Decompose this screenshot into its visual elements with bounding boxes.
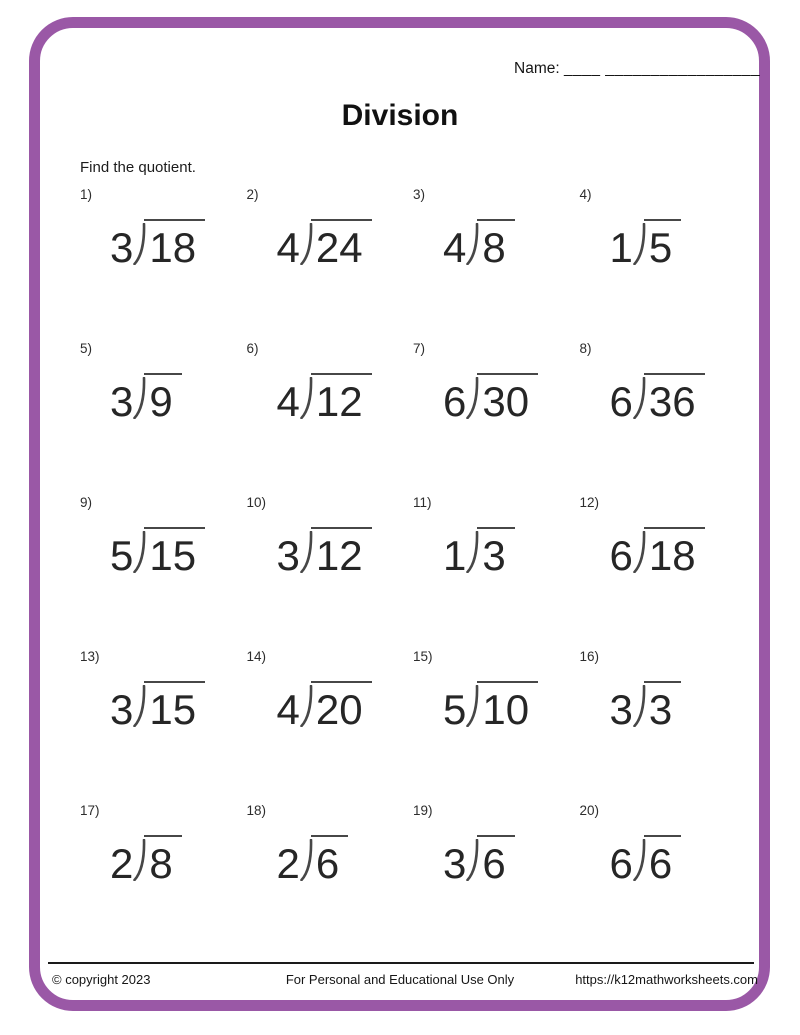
divisor: 2 bbox=[276, 840, 300, 887]
division-expression bbox=[110, 835, 182, 885]
problem-cell bbox=[580, 341, 747, 495]
problem-number: 10) bbox=[246, 495, 267, 510]
problem-cell bbox=[80, 495, 247, 649]
problem-cell bbox=[580, 187, 747, 341]
page-title: Division bbox=[341, 99, 459, 132]
divisor: 1 bbox=[609, 224, 633, 271]
problem-cell bbox=[580, 803, 747, 957]
dividend: 30 bbox=[482, 378, 530, 425]
problem-number: 11) bbox=[413, 495, 432, 510]
vinculum bbox=[644, 681, 681, 731]
vinculum bbox=[477, 527, 514, 577]
vinculum bbox=[144, 219, 205, 269]
name-label: Name: bbox=[514, 60, 560, 77]
dividend: 24 bbox=[315, 224, 363, 271]
division-expression bbox=[110, 373, 182, 423]
division-expression bbox=[443, 527, 515, 577]
problem-number: 9) bbox=[80, 495, 93, 510]
dividend: 18 bbox=[149, 224, 197, 271]
problem-number: 1) bbox=[80, 187, 93, 202]
vinculum bbox=[644, 527, 705, 577]
dividend: 15 bbox=[149, 686, 197, 733]
divisor: 6 bbox=[609, 840, 633, 887]
vinculum bbox=[477, 373, 538, 423]
dividend: 18 bbox=[648, 532, 696, 579]
problem-cell bbox=[580, 495, 747, 649]
dividend: 8 bbox=[482, 224, 506, 271]
footer-copyright: © copyright 2023 bbox=[52, 972, 151, 987]
divisor: 6 bbox=[609, 532, 633, 579]
problem-cell bbox=[413, 187, 580, 341]
problem-cell bbox=[247, 495, 414, 649]
problem-number: 18) bbox=[246, 803, 267, 818]
instruction-text: Find the quotient. bbox=[80, 159, 196, 176]
vinculum bbox=[644, 373, 705, 423]
problem-number: 15) bbox=[413, 649, 433, 664]
vinculum bbox=[477, 681, 538, 731]
dividend: 3 bbox=[482, 532, 506, 579]
divisor: 1 bbox=[443, 532, 467, 579]
footer-divider bbox=[48, 962, 754, 964]
divisor: 4 bbox=[443, 224, 467, 271]
division-expression bbox=[277, 373, 372, 423]
divisor: 2 bbox=[110, 840, 134, 887]
vinculum bbox=[477, 835, 514, 885]
problem-number: 5) bbox=[80, 341, 93, 356]
problem-cell bbox=[247, 649, 414, 803]
footer-usage-text: For Personal and Educational Use Only bbox=[285, 972, 515, 987]
vinculum bbox=[311, 681, 372, 731]
problem-number: 8) bbox=[579, 341, 592, 356]
problem-number: 13) bbox=[80, 649, 100, 664]
problem-cell bbox=[80, 187, 247, 341]
vinculum bbox=[644, 219, 681, 269]
vinculum bbox=[311, 219, 372, 269]
divisor: 4 bbox=[276, 686, 300, 733]
divisor: 3 bbox=[110, 224, 134, 271]
division-expression bbox=[110, 527, 205, 577]
problem-cell bbox=[247, 803, 414, 957]
dividend: 36 bbox=[648, 378, 696, 425]
name-row bbox=[514, 60, 760, 78]
problem-number: 17) bbox=[80, 803, 100, 818]
divisor: 4 bbox=[276, 224, 300, 271]
division-expression bbox=[610, 527, 705, 577]
dividend: 5 bbox=[648, 224, 673, 271]
divisor: 3 bbox=[110, 686, 134, 733]
problems-grid bbox=[80, 187, 746, 957]
divisor: 5 bbox=[110, 532, 134, 579]
problem-cell bbox=[413, 649, 580, 803]
vinculum bbox=[144, 681, 205, 731]
problem-number: 6) bbox=[246, 341, 259, 356]
problem-number: 4) bbox=[579, 187, 592, 202]
problem-cell bbox=[247, 341, 414, 495]
vinculum bbox=[644, 835, 681, 885]
division-expression bbox=[277, 527, 372, 577]
problem-cell bbox=[580, 649, 747, 803]
problem-number: 7) bbox=[413, 341, 426, 356]
division-expression bbox=[610, 219, 682, 269]
problem-number: 19) bbox=[413, 803, 433, 818]
dividend: 6 bbox=[648, 840, 673, 887]
divisor: 6 bbox=[443, 378, 467, 425]
divisor: 3 bbox=[609, 686, 633, 733]
problem-cell bbox=[247, 187, 414, 341]
division-expression bbox=[110, 219, 205, 269]
dividend: 12 bbox=[315, 532, 363, 579]
problem-number: 16) bbox=[579, 649, 600, 664]
dividend: 15 bbox=[149, 532, 197, 579]
division-expression bbox=[610, 681, 682, 731]
name-blank-line: ____ _________________ bbox=[563, 60, 761, 77]
divisor: 5 bbox=[443, 686, 467, 733]
division-expression bbox=[277, 681, 372, 731]
vinculum bbox=[144, 835, 181, 885]
division-expression bbox=[610, 373, 705, 423]
dividend: 3 bbox=[648, 686, 673, 733]
division-expression bbox=[277, 219, 372, 269]
divisor: 3 bbox=[276, 532, 300, 579]
problem-cell bbox=[413, 495, 580, 649]
dividend: 6 bbox=[315, 840, 340, 887]
dividend: 20 bbox=[315, 686, 363, 733]
problem-number: 3) bbox=[413, 187, 426, 202]
problem-cell bbox=[413, 341, 580, 495]
division-expression bbox=[443, 373, 538, 423]
division-expression bbox=[110, 681, 205, 731]
divisor: 3 bbox=[443, 840, 467, 887]
dividend: 12 bbox=[315, 378, 363, 425]
dividend: 9 bbox=[149, 378, 173, 425]
problem-cell bbox=[80, 341, 247, 495]
vinculum bbox=[477, 219, 514, 269]
divisor: 3 bbox=[110, 378, 134, 425]
vinculum bbox=[311, 373, 372, 423]
vinculum bbox=[144, 527, 205, 577]
divisor: 4 bbox=[276, 378, 300, 425]
vinculum bbox=[311, 835, 348, 885]
dividend: 10 bbox=[482, 686, 530, 733]
divisor: 6 bbox=[609, 378, 633, 425]
problem-cell bbox=[80, 649, 247, 803]
vinculum bbox=[311, 527, 372, 577]
division-expression bbox=[443, 835, 515, 885]
problem-cell bbox=[413, 803, 580, 957]
problem-number: 20) bbox=[579, 803, 600, 818]
problem-cell bbox=[80, 803, 247, 957]
vinculum bbox=[144, 373, 181, 423]
division-expression bbox=[443, 681, 538, 731]
footer-url: https://k12mathworksheets.com bbox=[575, 972, 758, 987]
dividend: 8 bbox=[149, 840, 173, 887]
dividend: 6 bbox=[482, 840, 506, 887]
problem-number: 2) bbox=[246, 187, 259, 202]
division-expression bbox=[610, 835, 682, 885]
division-expression bbox=[277, 835, 349, 885]
problem-number: 12) bbox=[579, 495, 600, 510]
division-expression bbox=[443, 219, 515, 269]
problem-number: 14) bbox=[246, 649, 267, 664]
